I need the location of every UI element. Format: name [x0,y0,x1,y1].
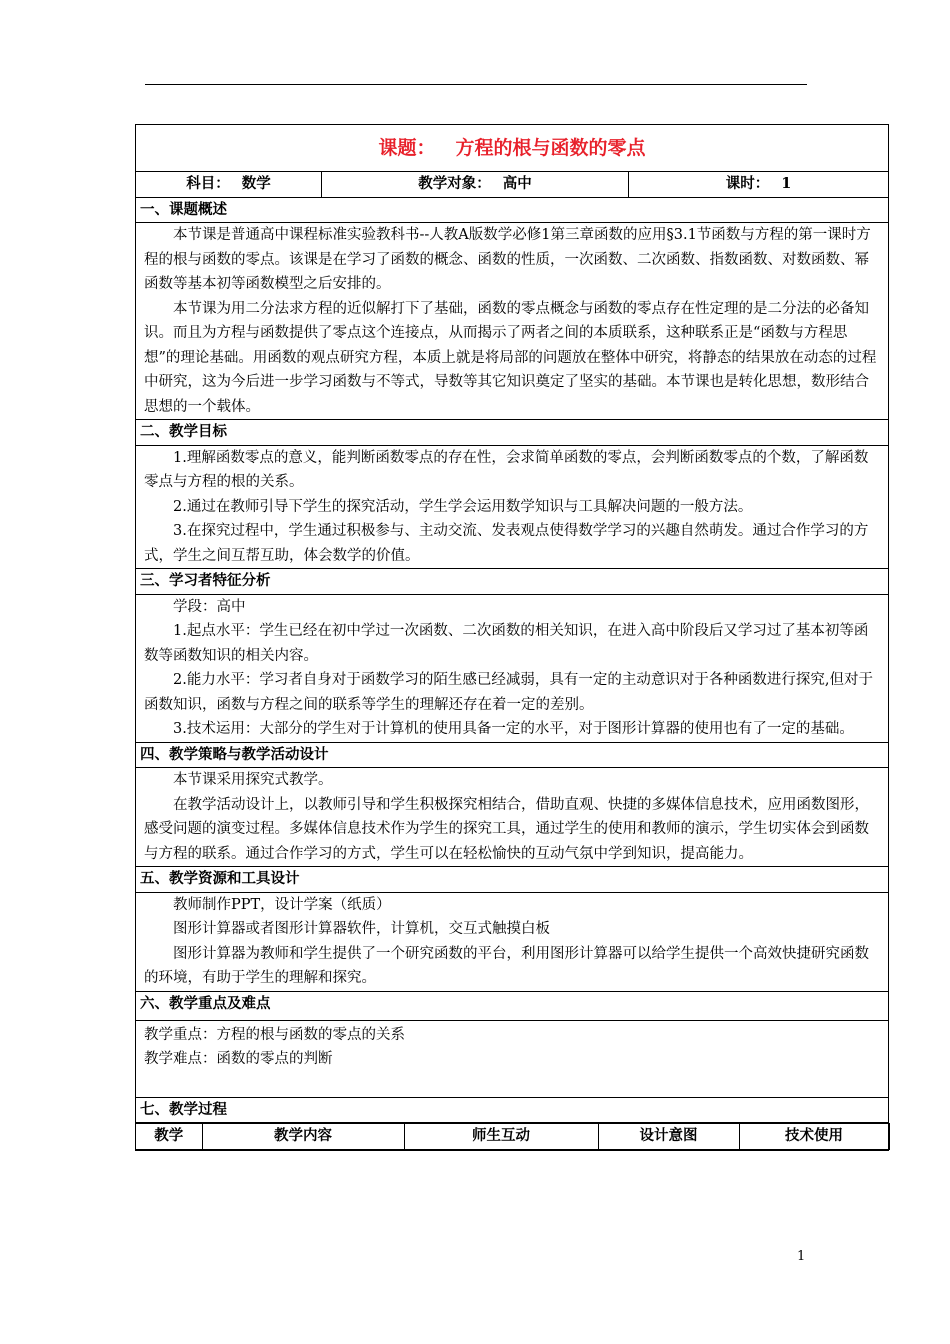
section-body [136,445,889,569]
section-body [136,768,889,867]
column-header: 教学 [136,1124,202,1150]
paragraph: 学段：高中 [173,598,246,615]
hours-label: 课时： [725,175,770,192]
paragraph: 3.技术运用：大部分的学生对于计算机的使用具备一定的水平，对于图形计算器的使用也有了一定的基础。 [173,721,854,737]
audience-value: 高中 [502,175,532,192]
title-text: 方程的根与函数的零点 [455,136,646,159]
paragraph: 在教学活动设计上，以教师引导和学生积极探究相结合，借助直观、快捷的多媒体信息技术，应用函数图形，感受问题的演变过程。多媒体信息技术作为学生的探究工具，通过学生的使用和教师的演示，学生切实体会到函数与方程的联系。通过合作学习的方式，学生可以在轻松愉快的互动气氛中学到知识，提高能力。 [144,796,869,862]
paragraph: 图形计算器为教师和学生提供了一个研究函数的平台，利用图形计算器可以给学生提供一个高效快捷研究函数的环境，有助于学生的理解和探究。 [144,945,869,986]
section-heading: 七、教学过程 [136,1097,889,1123]
section-heading: 四、教学策略与教学活动设计 [136,742,889,768]
section-body [136,223,889,420]
column-header: 教学内容 [202,1124,404,1150]
paragraph: 2.通过在教师引导下学生的探究活动，学生学会运用数学知识与工具解决问题的一般方法。 [173,498,753,515]
paragraph: 1.起点水平：学生已经在初中学过一次函数、二次函数的相关知识，在进入高中阶段后又学习过了基本初等函数等函数知识的相关内容。 [144,623,869,664]
hours-value: 1 [781,175,792,192]
section-body [136,1020,889,1097]
paragraph: 图形计算器或者图形计算器软件，计算机，交互式触摸白板 [173,921,550,937]
section-heading: 一、课题概述 [136,197,889,223]
audience-cell [322,172,629,198]
paragraph: 本节课采用探究式教学。 [173,772,333,788]
section-body [136,892,889,991]
paragraph: 2.能力水平：学习者自身对于函数学习的陌生感已经减弱，具有一定的主动意识对于各种函数进行探究,但对于函数知识，函数与方程之间的联系等学生的理解还存在着一定的差别。 [144,672,873,713]
header-rule [145,84,807,85]
paragraph: 3.在探究过程中，学生通过积极参与、主动交流、发表观点使得数学学习的兴趣自然萌发。通过合作学习的方式，学生之间互帮互助，体会数学的价值。 [144,523,869,564]
column-header: 师生互动 [404,1124,598,1150]
page-number: 1 [797,1249,806,1264]
process-header-cell [136,1123,889,1151]
process-table-header [136,1123,890,1150]
section-heading: 五、教学资源和工具设计 [136,867,889,893]
paragraph: 本节课为用二分法求方程的近似解打下了基础，函数的零点概念与函数的零点存在性定理的是二分法的必备知识。而且为方程与函数提供了零点这个连接点，从而揭示了两者之间的本质联系，这种联系正是“函数与方程思想”的理论基础。用函数的观点研究方程，本质上就是将局部的问题放在整体中研究，将静态的结果放在动态的过程中研究，这为今后进一步学习函数与不等式，导数等其它知识奠定了坚实的基础。本节课也是转化思想，数形结合思想的一个载体。 [144,300,877,415]
lesson-plan-table [135,124,889,1151]
audience-label: 教学对象： [418,175,491,192]
difficulty: 教学难点：函数的零点的判断 [144,1051,333,1067]
column-header: 设计意图 [598,1124,739,1150]
key-point: 教学重点：方程的根与函数的零点的关系 [144,1026,405,1043]
subject-value: 数学 [241,175,271,192]
title-label: 课题： [378,136,436,159]
subject-label: 科目： [186,175,230,192]
subject-cell [136,172,322,198]
paragraph: 教师制作PPT，设计学案（纸质） [173,896,391,913]
hours-cell [629,172,889,198]
column-header: 技术使用 [739,1124,889,1150]
section-heading: 二、教学目标 [136,420,889,446]
section-heading: 六、教学重点及难点 [136,991,889,1020]
lesson-title [136,125,889,172]
paragraph: 1.理解函数零点的意义，能判断函数零点的存在性，会求简单函数的零点，会判断函数零点的个数，了解函数零点与方程的根的关系。 [144,449,869,490]
section-body [136,594,889,742]
paragraph: 本节课是普通高中课程标准实验教科书--人教A版数学必修1第三章函数的应用§3.1节函数与方程的第一课时方程的根与函数的零点。该课是在学习了函数的概念、函数的性质，一次函数、二次函数、指数函数、对数函数、幂函数等基本初等函数模型之后安排的。 [144,227,871,292]
section-heading: 三、学习者特征分析 [136,569,889,595]
